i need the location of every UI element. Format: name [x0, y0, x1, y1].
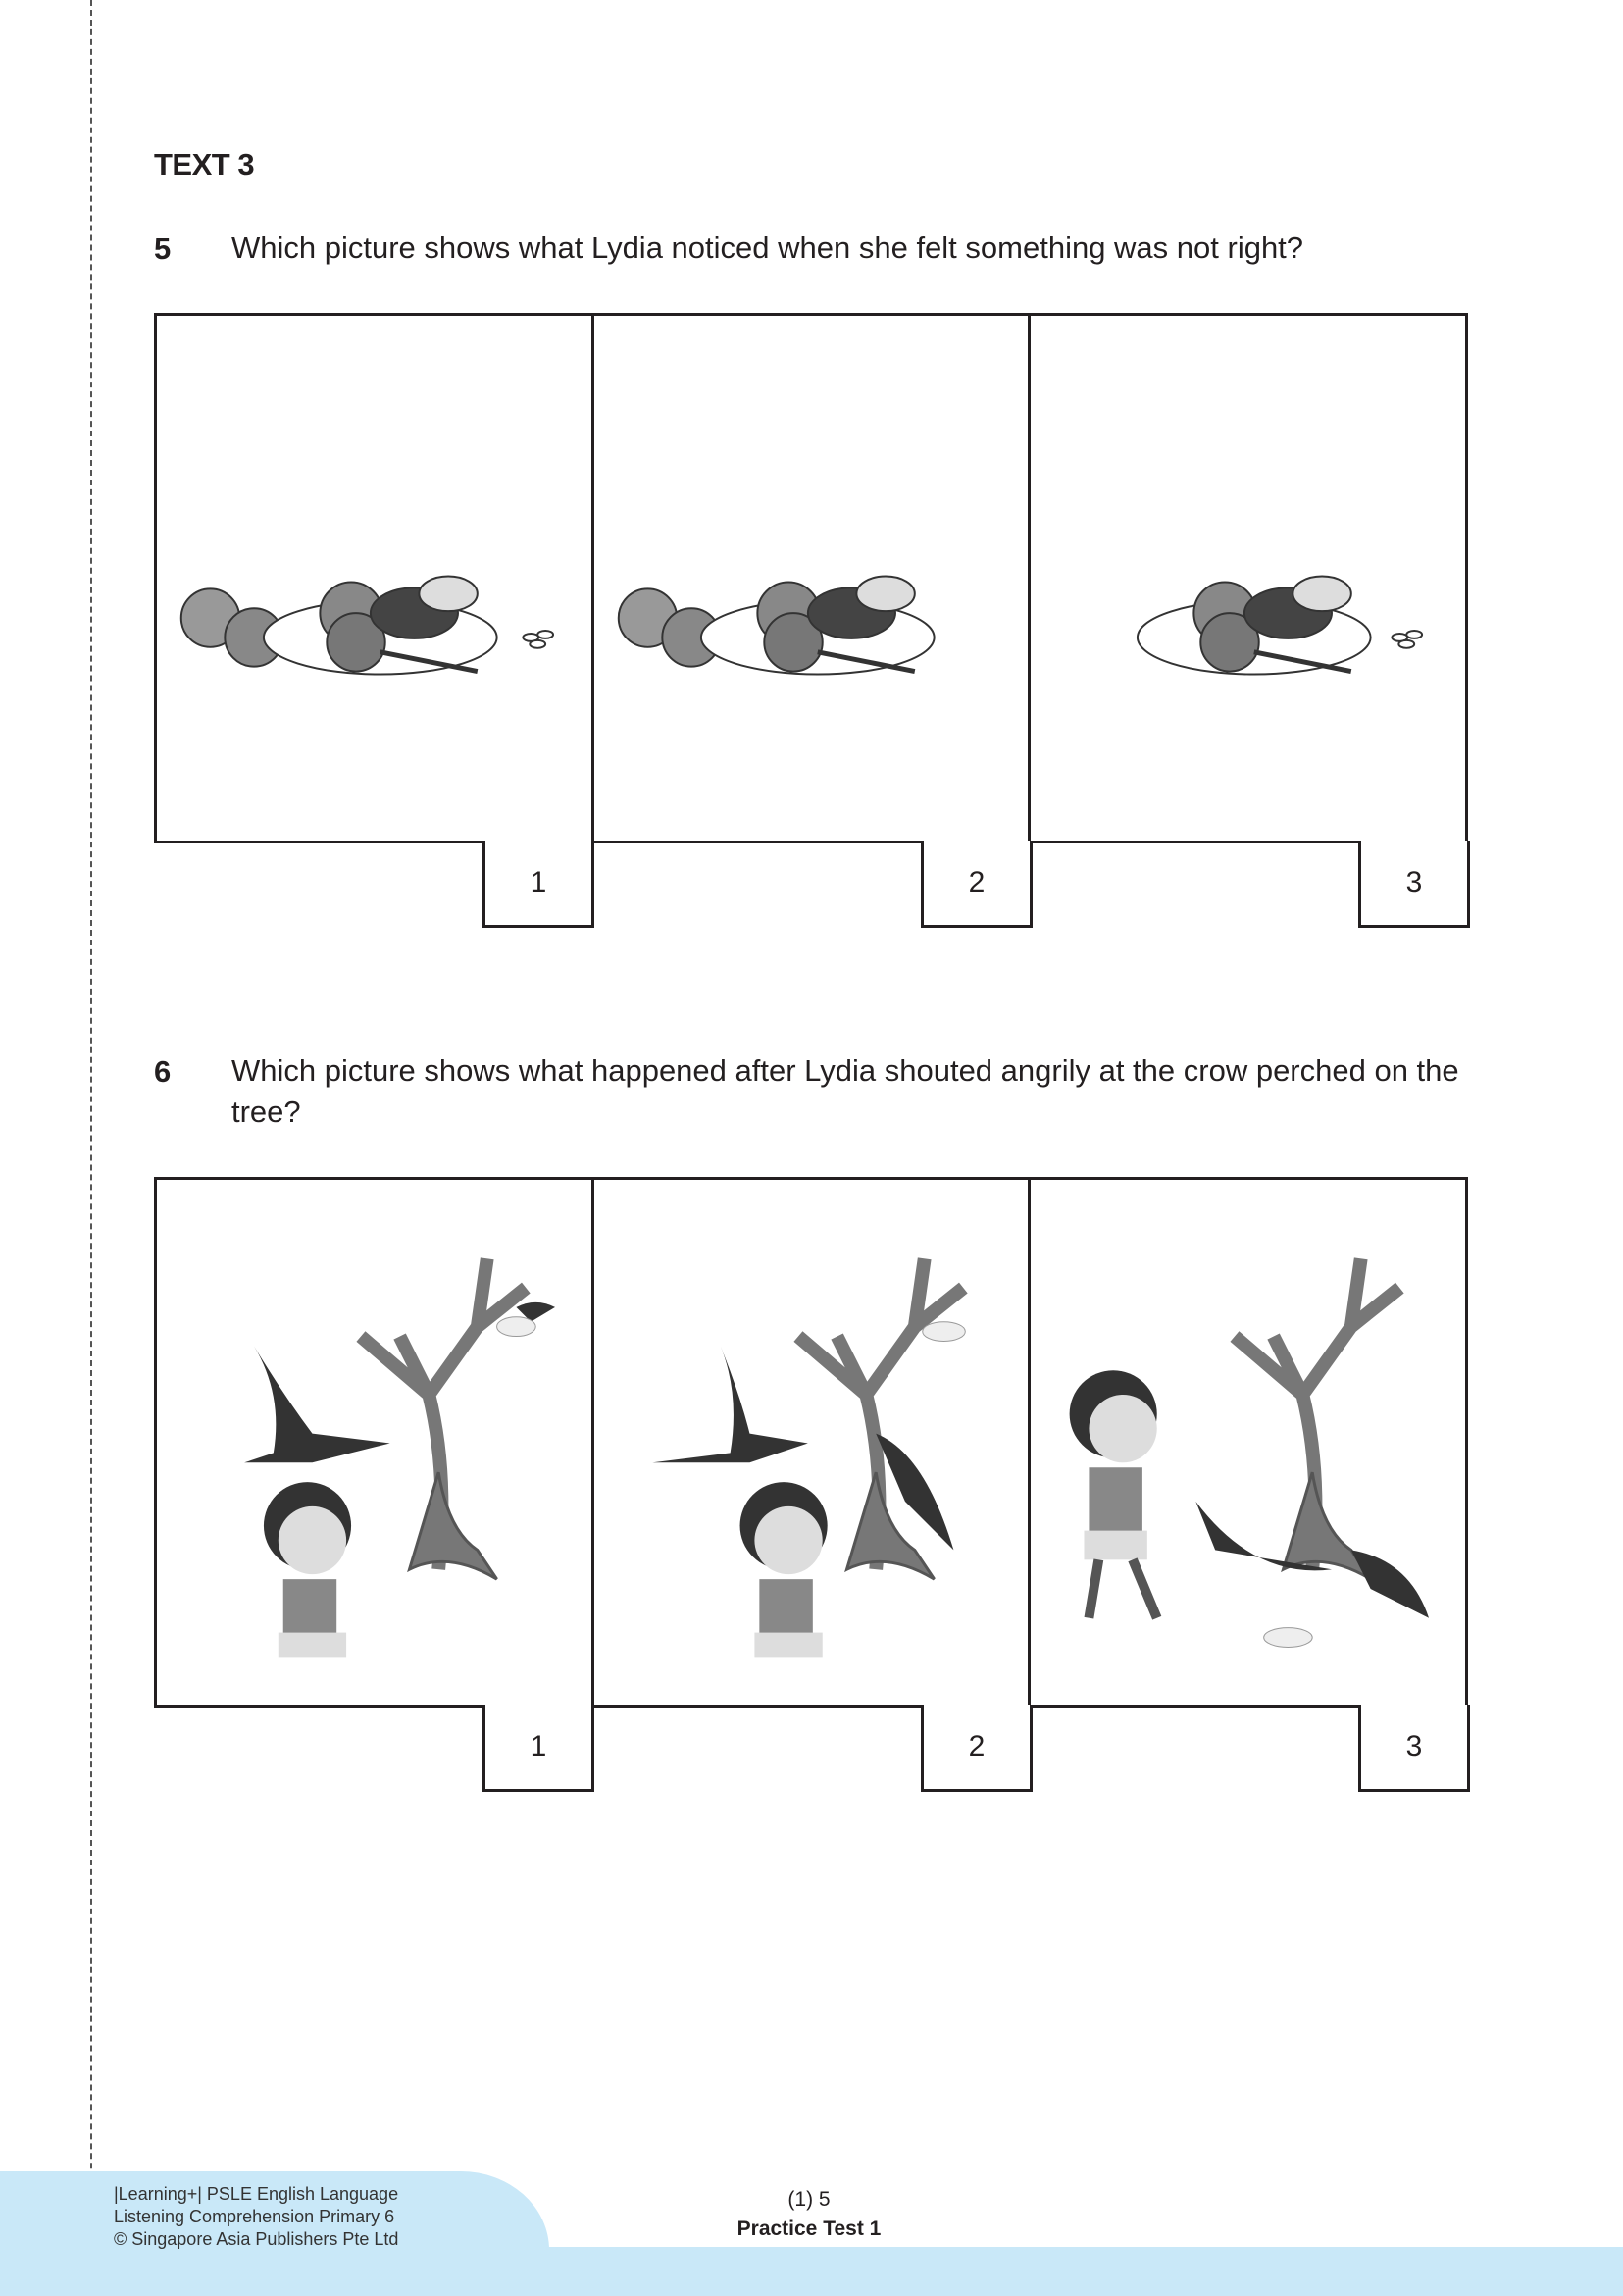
footer-publisher-info: [114, 2183, 398, 2251]
footer-line-1: |Learning+| PSLE English Language: [114, 2184, 399, 2204]
q6-option-2[interactable]: 2: [921, 1705, 1033, 1792]
girl-crouching-two-crows-illustration: [594, 1180, 1029, 1705]
footer-band: [0, 2247, 1623, 2296]
q5-option-3[interactable]: 3: [1358, 841, 1470, 928]
q6-picture-3[interactable]: [1031, 1180, 1465, 1705]
footer-line-3: © Singapore Asia Publishers Pte Ltd: [114, 2229, 399, 2249]
q5-option-1[interactable]: 1: [482, 841, 594, 928]
question-6-pictures: [154, 1177, 1468, 1708]
footer-line-2: Listening Comprehension Primary 6: [114, 2207, 395, 2226]
page-number: (1) 5: [787, 2188, 831, 2211]
q6-option-3[interactable]: 3: [1358, 1705, 1470, 1792]
footer-page-info: [686, 2185, 932, 2244]
question-6-text: Which picture shows what happened after Lydia shouted angrily at the crow perched on the tree?: [231, 1053, 1459, 1129]
question-5-text: Which picture shows what Lydia noticed when she felt something was not right?: [231, 230, 1304, 265]
question-6-number: 6: [154, 1054, 172, 1089]
cut-line: [90, 0, 92, 2296]
girl-walking-crows-on-ground-illustration: [1031, 1180, 1465, 1705]
q6-picture-2[interactable]: [594, 1180, 1032, 1705]
girl-crouching-crow-flying-illustration: [157, 1180, 591, 1705]
food-plate-with-coins-no-fruits-illustration: [1031, 316, 1465, 841]
q6-picture-1[interactable]: [157, 1180, 594, 1705]
q5-option-2[interactable]: 2: [921, 841, 1033, 928]
food-plate-with-fruits-no-coins-illustration: [594, 316, 1029, 841]
q5-picture-3[interactable]: [1031, 316, 1465, 841]
section-title: TEXT 3: [154, 147, 255, 181]
q5-picture-2[interactable]: [594, 316, 1032, 841]
q6-option-1[interactable]: 1: [482, 1705, 594, 1792]
food-plate-with-fruits-and-coins-illustration: [157, 316, 591, 841]
question-5-pictures: [154, 313, 1468, 843]
test-name: Practice Test 1: [736, 2218, 882, 2240]
question-5-number: 5: [154, 231, 172, 266]
q5-picture-1[interactable]: [157, 316, 594, 841]
